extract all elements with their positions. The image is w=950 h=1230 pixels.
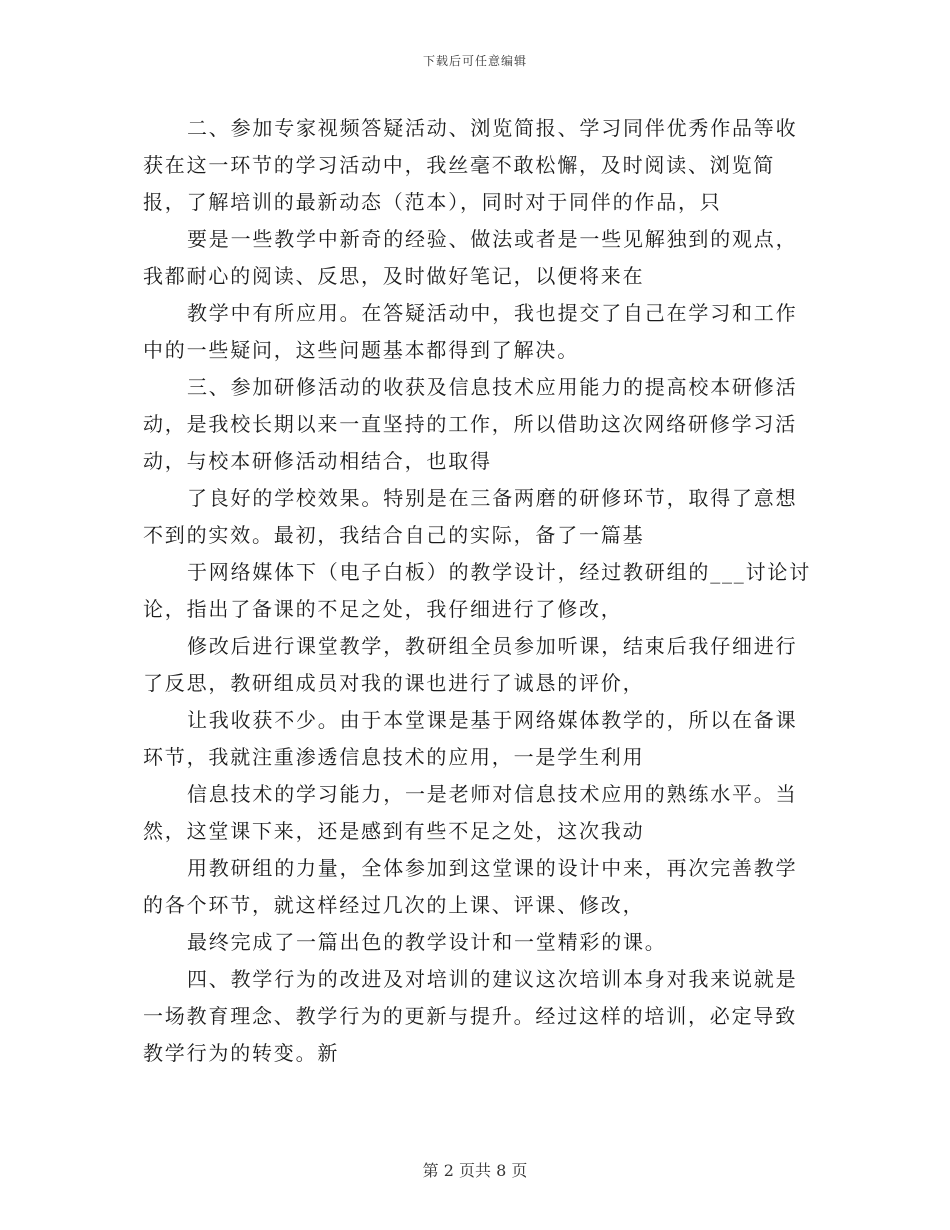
paragraph: 了良好的学校效果。特别是在三备两磨的研修环节，取得了意想不到的实效。最初，我结合自己的实际，备了一篇基 <box>143 486 798 547</box>
paragraph: 教学中有所应用。在答疑活动中，我也提交了自己在学习和工作中的一些疑问，这些问题基本都得到了解决。 <box>143 301 798 362</box>
page-header: 下载后可任意编辑 <box>422 54 527 68</box>
paragraph: 修改后进行课堂教学，教研组全员参加听课，结束后我仔细进行了反思，教研组成员对我的课也进行了诚恳的评价， <box>143 634 798 695</box>
paragraph: 三、参加研修活动的收获及信息技术应用能力的提高校本研修活动，是我校长期以来一直坚持的工作，所以借助这次网络研修学习活动，与校本研修活动相结合，也取得 <box>143 375 798 473</box>
paragraph: 于网络媒体下（电子白板）的教学设计，经过教研组的___讨论讨论，指出了备课的不足之处，我仔细进行了修改， <box>143 560 811 621</box>
paragraph: 最终完成了一篇出色的教学设计和一堂精彩的课。 <box>187 930 667 954</box>
paragraph: 让我收获不少。由于本堂课是基于网络媒体教学的，所以在备课环节，我就注重渗透信息技术的应用，一是学生利用 <box>143 708 798 769</box>
paragraph: 用教研组的力量，全体参加到这堂课的设计中来，再次完善教学的各个环节，就这样经过几次的上课、评课、修改， <box>143 856 798 917</box>
paragraph: 信息技术的学习能力，一是老师对信息技术应用的熟练水平。当然，这堂课下来，还是感到有些不足之处，这次我动 <box>143 782 798 843</box>
document-body <box>143 110 813 1072</box>
paragraph: 要是一些教学中新奇的经验、做法或者是一些见解独到的观点，我都耐心的阅读、反思，及时做好笔记，以便将来在 <box>143 227 798 288</box>
page-number: 第 2 页共 8 页 <box>422 1161 528 1180</box>
paragraph: 二、参加专家视频答疑活动、浏览简报、学习同伴优秀作品等收获在这一环节的学习活动中，我丝毫不敢松懈，及时阅读、浏览简报，了解培训的最新动态（范本），同时对于同伴的作品，只 <box>143 116 798 214</box>
paragraph: 四、教学行为的改进及对培训的建议这次培训本身对我来说就是一场教育理念、教学行为的更新与提升。经过这样的培训，必定导致教学行为的转变。新 <box>143 967 798 1065</box>
